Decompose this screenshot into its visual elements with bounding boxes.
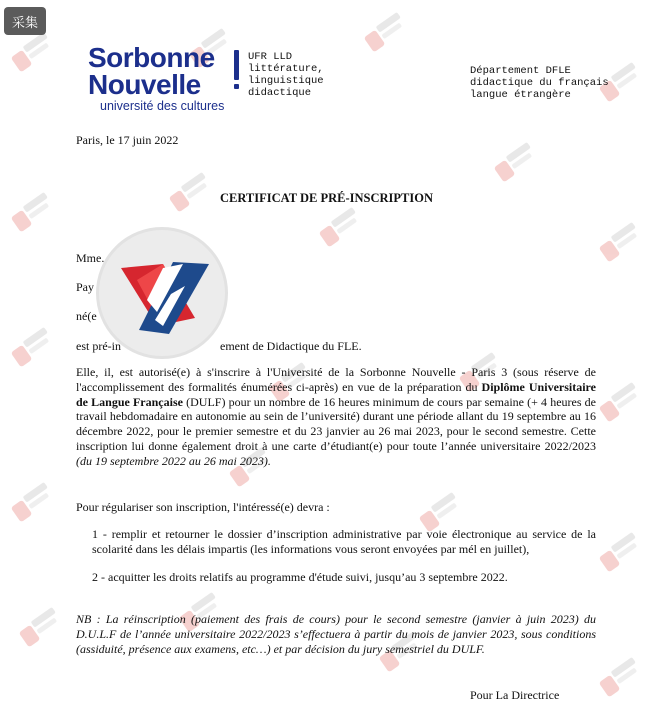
diploma-name: Diplôme Universitaire de Langue Française	[76, 379, 596, 409]
department-header	[470, 65, 609, 101]
logo-exclamation-icon	[234, 50, 240, 94]
watermark-logo	[596, 380, 645, 425]
field-inscrit-end: ement de Didactique du FLE.	[220, 339, 362, 353]
watermark-logo	[596, 655, 645, 700]
watermark-logo	[596, 530, 645, 575]
document-title: CERTIFICAT DE PRÉ-INSCRIPTION	[219, 191, 434, 205]
capture-badge[interactable]: 采集	[4, 7, 46, 35]
department-line: langue étrangère	[470, 89, 571, 101]
signature-line: Pour La Directrice	[470, 688, 560, 702]
date-line: Paris, le 17 juin 2022	[76, 133, 179, 147]
ufr-line: linguistique	[248, 75, 324, 87]
logo-line-1: Sorbonne	[88, 42, 215, 73]
watermark-logo	[8, 480, 57, 525]
department-line: didactique du français	[470, 77, 609, 89]
academic-year-range: (du 19 septembre 2022 au 26 mai 2023).	[76, 453, 271, 468]
field-pays: Pay	[76, 280, 94, 294]
requirement-item-2: 2 - acquitter les droits relatifs au programme d'étude suivi, jusqu’au 3 septembre 2022.	[92, 570, 508, 584]
paragraph-text: Elle, il, est autorisé(e) à s'inscrire à l'Université de la Sorbonne Nouvelle - Paris 3 (sous réserve de l'accomplissement des formalités énumérées ci-après) en vue de la préparation du	[76, 365, 596, 394]
department-line: Département DFLE	[470, 65, 571, 77]
ufr-line: UFR LLD	[248, 51, 293, 63]
watermark-logo	[16, 605, 65, 650]
requirement-item-1: 1 - remplir et retourner le dossier d’inscription administrative par voie électronique au service de la scolarité dans les délais impartis (les informations vous seront envoyées par mél en juillet),	[92, 527, 596, 556]
logo-line-2: Nouvelle	[88, 69, 201, 100]
regularise-heading: Pour régulariser son inscription, l'intéressé(e) devra :	[76, 500, 330, 514]
sorbonne-logo	[88, 44, 224, 113]
logo-subtitle: université des cultures	[100, 99, 225, 113]
play-overlay-badge[interactable]	[96, 227, 228, 359]
watermark-logo	[8, 325, 57, 370]
paragraph-text: (DULF) pour un nombre de 16 heures minimum de cours par semaine (+ 4 heures de travail hebdomadaire en autonomie au sein de l’université) durant une période allant du 19 septembre au 16 décembre 2022, pour le premier semestre et du 23 janvier au 26 mai 2023, pour le second semestre. Cette inscription lui donne également droit à une carte d’étudiant(e) pour toute l’année universitaire 2022/2023	[76, 394, 596, 453]
watermark-logo	[316, 205, 365, 250]
field-mme: Mme.	[76, 251, 105, 265]
watermark-logo	[596, 220, 645, 265]
watermark-logo	[491, 140, 540, 185]
watermark-logo	[8, 30, 57, 75]
ufr-line: littérature,	[248, 63, 324, 75]
watermark-logo	[361, 10, 410, 55]
authorization-paragraph	[76, 365, 596, 469]
ufr-header	[248, 51, 324, 99]
x-logo-icon	[99, 230, 225, 356]
ufr-line: didactique	[248, 87, 312, 99]
field-inscrit-start: est pré-in	[76, 339, 121, 353]
nb-note: NB : La réinscription (paiement des frais de cours) pour le second semestre (janvier à juin 2023) du D.U.L.F de l’année universitaire 2022/2023 s’effectuera à partir du mois de janvier 2023, sous conditions (assiduité, présence aux examens, etc…) et par décision du jury semestriel du DULF.	[76, 612, 596, 656]
field-ne: né(e	[76, 309, 97, 323]
